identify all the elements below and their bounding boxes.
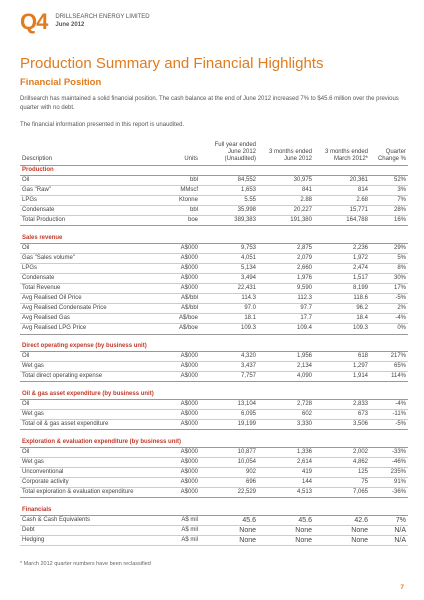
row-change: 16%	[370, 215, 408, 225]
row-units: A$000	[160, 263, 200, 273]
row-q-march: 2,474	[314, 263, 370, 273]
row-q-march: 8,199	[314, 284, 370, 294]
table-row	[20, 324, 408, 334]
row-q-june: 4,513	[258, 488, 314, 498]
row-full-year: 1,653	[200, 185, 258, 195]
table-row	[20, 468, 408, 478]
row-description: Corporate activity	[20, 478, 160, 488]
table-row	[20, 447, 408, 457]
row-full-year: 10,054	[200, 457, 258, 467]
row-units: A$/bbl	[160, 304, 200, 314]
row-q-march: 814	[314, 185, 370, 195]
row-q-march: 15,771	[314, 205, 370, 215]
row-change: 29%	[370, 243, 408, 253]
row-change: -5%	[370, 420, 408, 430]
row-q-june: 20,227	[258, 205, 314, 215]
intro-paragraph: Drillsearch has maintained a solid financial position. The cash balance at the end of June 2012 increased 7% to $45.6 million over the previous quarter with no debt.	[20, 96, 399, 111]
header-q-march: 3 months ended March 2012*	[314, 139, 370, 165]
row-full-year: 84,552	[200, 175, 258, 185]
row-q-june: 2,614	[258, 457, 314, 467]
row-description: Oil	[20, 175, 160, 185]
row-units: boe	[160, 215, 200, 225]
row-full-year: 3,437	[200, 362, 258, 372]
row-q-march: None	[314, 526, 370, 536]
row-q-june: 2,728	[258, 399, 314, 409]
row-q-march: 4,862	[314, 457, 370, 467]
row-change: 8%	[370, 263, 408, 273]
section-header-row	[20, 390, 408, 400]
row-change: -5%	[370, 294, 408, 304]
row-q-june: 602	[258, 410, 314, 420]
table-row	[20, 243, 408, 253]
page-number: 7	[400, 584, 404, 591]
footnote: * March 2012 quarter numbers have been reclassified	[20, 561, 151, 567]
header-change: Quarter Change %	[370, 139, 408, 165]
section-header-row	[20, 165, 408, 175]
row-change: 17%	[370, 284, 408, 294]
row-full-year: 4,051	[200, 253, 258, 263]
row-q-march: 673	[314, 410, 370, 420]
row-full-year: 4,320	[200, 352, 258, 362]
row-full-year: 13,104	[200, 399, 258, 409]
row-units: A$000	[160, 352, 200, 362]
table-row	[20, 515, 408, 525]
row-full-year: 45.6	[200, 515, 258, 525]
row-change: 114%	[370, 372, 408, 382]
row-q-march: 109.3	[314, 324, 370, 334]
table-row	[20, 284, 408, 294]
spacer-cell	[20, 382, 408, 390]
header-units: Units	[160, 139, 200, 165]
table-row	[20, 457, 408, 467]
row-change: 30%	[370, 273, 408, 283]
section-title: Direct operating expense (by business unit)	[20, 342, 408, 352]
table-row	[20, 273, 408, 283]
row-change: 7%	[370, 195, 408, 205]
row-units: Ktonne	[160, 195, 200, 205]
section-header-row	[20, 234, 408, 244]
table-body	[20, 165, 408, 546]
table-row	[20, 352, 408, 362]
row-units: A$ mil	[160, 536, 200, 546]
row-change: 3%	[370, 185, 408, 195]
row-q-march: 1,517	[314, 273, 370, 283]
row-description: Wet gas	[20, 362, 160, 372]
section-title: Production	[20, 165, 408, 175]
table-row	[20, 205, 408, 215]
row-full-year: 9,753	[200, 243, 258, 253]
row-full-year: 35,998	[200, 205, 258, 215]
row-q-march: 96.2	[314, 304, 370, 314]
section-spacer	[20, 382, 408, 390]
table-row	[20, 420, 408, 430]
row-description: Total Production	[20, 215, 160, 225]
row-q-march: None	[314, 536, 370, 546]
row-full-year: 389,383	[200, 215, 258, 225]
row-full-year: 109.3	[200, 324, 258, 334]
row-q-march: 75	[314, 478, 370, 488]
row-description: Total exploration & evaluation expenditure	[20, 488, 160, 498]
row-q-march: 20,361	[314, 175, 370, 185]
page-header	[20, 9, 150, 34]
intro-text	[20, 95, 410, 138]
row-description: Wet gas	[20, 410, 160, 420]
row-q-june: 1,976	[258, 273, 314, 283]
table-row	[20, 314, 408, 324]
financial-table	[20, 139, 408, 546]
row-full-year: 114.3	[200, 294, 258, 304]
row-description: Total Revenue	[20, 284, 160, 294]
row-full-year: 22,431	[200, 284, 258, 294]
row-units: A$/bbl	[160, 294, 200, 304]
row-full-year: 696	[200, 478, 258, 488]
row-units: bbl	[160, 205, 200, 215]
row-change: 52%	[370, 175, 408, 185]
row-units: A$000	[160, 410, 200, 420]
table-row	[20, 215, 408, 225]
row-change: -4%	[370, 314, 408, 324]
company-name: DRILLSEARCH ENERGY LIMITED	[55, 14, 150, 20]
row-q-june: 2,134	[258, 362, 314, 372]
section-header-row	[20, 342, 408, 352]
table-row	[20, 253, 408, 263]
row-units: A$000	[160, 362, 200, 372]
row-q-june: 144	[258, 478, 314, 488]
row-q-june: None	[258, 526, 314, 536]
row-description: Hedging	[20, 536, 160, 546]
row-change: 235%	[370, 468, 408, 478]
row-q-june: 9,590	[258, 284, 314, 294]
row-q-march: 42.6	[314, 515, 370, 525]
row-q-march: 18.4	[314, 314, 370, 324]
row-full-year: 18.1	[200, 314, 258, 324]
row-description: Avg Realised LPG Price	[20, 324, 160, 334]
row-q-june: 2,079	[258, 253, 314, 263]
section-subtitle: Financial Position	[20, 77, 102, 88]
spacer-cell	[20, 334, 408, 342]
row-description: Avg Realised Oil Price	[20, 294, 160, 304]
row-description: Unconventional	[20, 468, 160, 478]
row-description: Oil	[20, 352, 160, 362]
row-change: -11%	[370, 410, 408, 420]
row-full-year: None	[200, 526, 258, 536]
row-q-march: 2,236	[314, 243, 370, 253]
row-units: A$000	[160, 399, 200, 409]
row-change: 0%	[370, 324, 408, 334]
row-change: 65%	[370, 362, 408, 372]
row-change: -33%	[370, 447, 408, 457]
section-header-row	[20, 438, 408, 448]
row-description: Avg Realised Gas	[20, 314, 160, 324]
table-row	[20, 536, 408, 546]
table-row	[20, 185, 408, 195]
row-q-march: 2,833	[314, 399, 370, 409]
row-q-june: 1,336	[258, 447, 314, 457]
row-units: A$ mil	[160, 515, 200, 525]
header-q-june: 3 months ended June 2012	[258, 139, 314, 165]
row-q-june: 2,875	[258, 243, 314, 253]
table-row	[20, 362, 408, 372]
row-change: 2%	[370, 304, 408, 314]
row-q-june: 30,975	[258, 175, 314, 185]
row-description: Avg Realised Condensate Price	[20, 304, 160, 314]
row-full-year: 97.0	[200, 304, 258, 314]
row-description: Debt	[20, 526, 160, 536]
row-full-year: 19,199	[200, 420, 258, 430]
row-q-june: 109.4	[258, 324, 314, 334]
table-row	[20, 526, 408, 536]
row-q-june: 2.88	[258, 195, 314, 205]
row-q-march: 118.6	[314, 294, 370, 304]
row-q-june: 1,956	[258, 352, 314, 362]
row-units: A$000	[160, 457, 200, 467]
row-q-march: 618	[314, 352, 370, 362]
row-units: A$000	[160, 243, 200, 253]
section-spacer	[20, 430, 408, 438]
section-spacer	[20, 498, 408, 506]
table-row	[20, 478, 408, 488]
table-row	[20, 195, 408, 205]
row-q-june: 841	[258, 185, 314, 195]
row-units: A$000	[160, 488, 200, 498]
row-change: N/A	[370, 536, 408, 546]
row-full-year: None	[200, 536, 258, 546]
table-row	[20, 372, 408, 382]
section-spacer	[20, 226, 408, 234]
quarter-label: Q4	[20, 9, 48, 34]
row-q-june: 2,660	[258, 263, 314, 273]
row-units: MMscf	[160, 185, 200, 195]
row-change: 7%	[370, 515, 408, 525]
table-row	[20, 263, 408, 273]
row-q-march: 7,065	[314, 488, 370, 498]
row-q-march: 1,297	[314, 362, 370, 372]
row-description: LPGs	[20, 195, 160, 205]
table-row	[20, 175, 408, 185]
row-full-year: 5.55	[200, 195, 258, 205]
spacer-cell	[20, 226, 408, 234]
row-full-year: 7,757	[200, 372, 258, 382]
row-change: -46%	[370, 457, 408, 467]
row-description: Cash & Cash Equivalents	[20, 515, 160, 525]
row-q-march: 1,972	[314, 253, 370, 263]
section-spacer	[20, 334, 408, 342]
row-units: A$/boe	[160, 314, 200, 324]
intro-paragraph: The financial information presented in this report is unaudited.	[20, 122, 185, 128]
row-q-march: 2.68	[314, 195, 370, 205]
row-full-year: 6,095	[200, 410, 258, 420]
row-description: Oil	[20, 243, 160, 253]
header-description: Description	[20, 139, 160, 165]
spacer-cell	[20, 430, 408, 438]
row-description: Gas "Raw"	[20, 185, 160, 195]
row-q-june: 191,380	[258, 215, 314, 225]
row-units: A$000	[160, 468, 200, 478]
spacer-cell	[20, 498, 408, 506]
row-change: -4%	[370, 399, 408, 409]
header-full-year: Full year ended June 2012 (Unaudited)	[200, 139, 258, 165]
row-units: A$000	[160, 420, 200, 430]
row-units: A$ mil	[160, 526, 200, 536]
row-q-june: 112.3	[258, 294, 314, 304]
row-description: Oil	[20, 447, 160, 457]
row-change: -36%	[370, 488, 408, 498]
row-q-june: 45.6	[258, 515, 314, 525]
section-title: Financials	[20, 506, 408, 516]
company-block	[55, 14, 149, 29]
row-change: 28%	[370, 205, 408, 215]
row-units: A$000	[160, 273, 200, 283]
row-q-june: 4,090	[258, 372, 314, 382]
row-q-june: 419	[258, 468, 314, 478]
row-q-june: 97.7	[258, 304, 314, 314]
section-title: Oil & gas asset expenditure (by business unit)	[20, 390, 408, 400]
table-header-row	[20, 139, 408, 165]
row-units: A$000	[160, 478, 200, 488]
table-row	[20, 410, 408, 420]
row-description: LPGs	[20, 263, 160, 273]
row-units: A$000	[160, 372, 200, 382]
row-units: bbl	[160, 175, 200, 185]
row-change: 217%	[370, 352, 408, 362]
table-row	[20, 399, 408, 409]
row-full-year: 902	[200, 468, 258, 478]
section-title: Sales revenue	[20, 234, 408, 244]
row-units: A$000	[160, 447, 200, 457]
table-row	[20, 488, 408, 498]
row-full-year: 10,877	[200, 447, 258, 457]
row-description: Condensate	[20, 205, 160, 215]
row-units: A$000	[160, 253, 200, 263]
section-title: Exploration & evaluation expenditure (by business unit)	[20, 438, 408, 448]
row-q-june: None	[258, 536, 314, 546]
row-change: N/A	[370, 526, 408, 536]
row-q-march: 3,506	[314, 420, 370, 430]
row-description: Total direct operating expense	[20, 372, 160, 382]
row-description: Condensate	[20, 273, 160, 283]
row-q-march: 164,788	[314, 215, 370, 225]
section-header-row	[20, 506, 408, 516]
row-units: A$000	[160, 284, 200, 294]
row-q-june: 17.7	[258, 314, 314, 324]
row-description: Oil	[20, 399, 160, 409]
row-units: A$/boe	[160, 324, 200, 334]
row-full-year: 3,494	[200, 273, 258, 283]
row-change: 5%	[370, 253, 408, 263]
table-row	[20, 304, 408, 314]
row-q-june: 3,330	[258, 420, 314, 430]
report-date: June 2012	[55, 21, 85, 28]
row-description: Gas "Sales volume"	[20, 253, 160, 263]
row-full-year: 22,529	[200, 488, 258, 498]
row-description: Total oil & gas asset expenditure	[20, 420, 160, 430]
row-q-march: 2,002	[314, 447, 370, 457]
row-q-march: 1,914	[314, 372, 370, 382]
row-description: Wet gas	[20, 457, 160, 467]
row-change: 91%	[370, 478, 408, 488]
row-full-year: 5,134	[200, 263, 258, 273]
page-title: Production Summary and Financial Highlights	[20, 55, 324, 72]
table-row	[20, 294, 408, 304]
row-q-march: 125	[314, 468, 370, 478]
